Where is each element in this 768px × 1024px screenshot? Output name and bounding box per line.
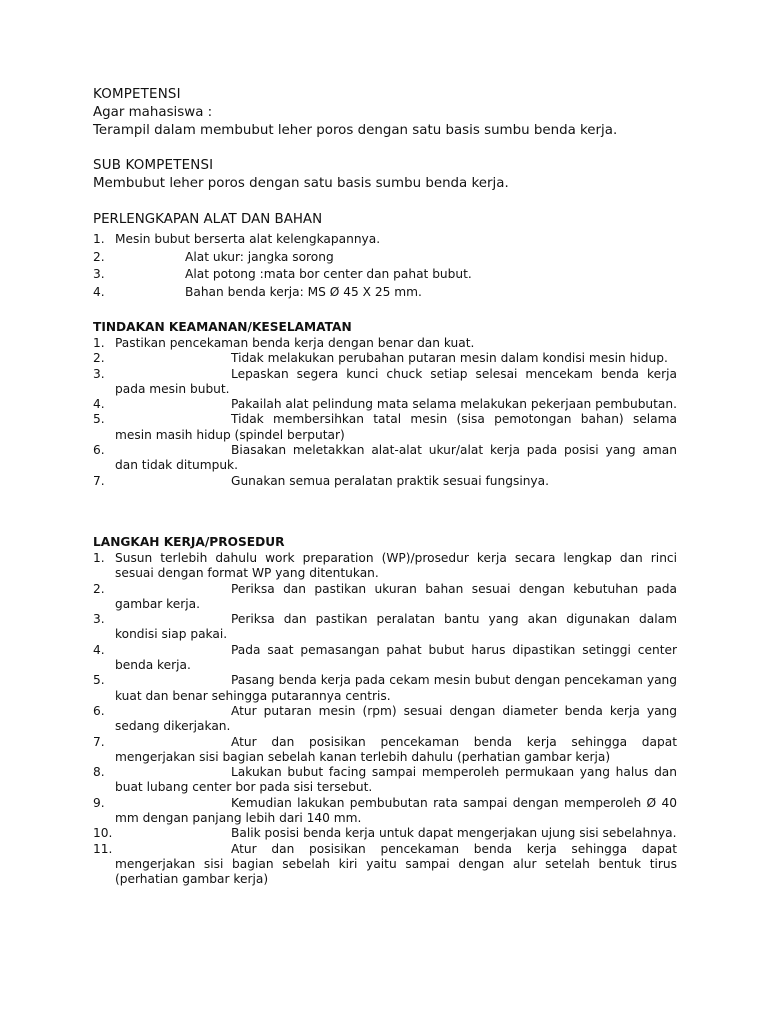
list-item: [93, 336, 677, 351]
item-number: 1.: [93, 232, 105, 246]
item-text: Pada saat pemasangan pahat bubut harus dipastikan setinggi center benda kerja.: [115, 642, 677, 673]
list-item: [93, 367, 677, 398]
item-number: 4.: [93, 284, 105, 299]
item-text: Pasang benda kerja pada cekam mesin bubut dengan pencekaman yang kuat dan benar sehingga putarannya centris.: [115, 673, 677, 703]
item-number: 1.: [93, 551, 105, 565]
list-item: [93, 765, 677, 796]
list-item: [93, 351, 677, 366]
list-item: [93, 704, 677, 735]
sub-kompetensi-section: [93, 157, 678, 193]
list-item: [93, 842, 677, 888]
item-text: Lakukan bubut facing sampai memperoleh permukaan yang halus dan buat lubang center bor pada sisi tersebut.: [115, 765, 677, 795]
kompetensi-section: [93, 86, 678, 140]
item-number: 3.: [93, 366, 105, 381]
item-text: Alat ukur: jangka sorong: [185, 249, 334, 264]
langkah-list: [93, 551, 677, 888]
item-number: 8.: [93, 765, 105, 780]
item-number: 6.: [93, 703, 105, 718]
perlengkapan-list: [93, 231, 677, 301]
item-number: 7.: [93, 734, 105, 749]
item-text: Balik posisi benda kerja untuk dapat mengerjakan ujung sisi sebelahnya.: [231, 826, 677, 841]
item-text: Atur putaran mesin (rpm) sesuai dengan diameter benda kerja yang sedang dikerjakan.: [115, 703, 677, 734]
item-number: 5.: [93, 673, 105, 688]
item-text: Mesin bubut berserta alat kelengkapannya.: [115, 232, 381, 246]
item-number: 3.: [93, 267, 105, 281]
list-item: [93, 612, 677, 643]
item-number: 1.: [93, 336, 105, 350]
list-item: [93, 284, 677, 302]
list-item: [93, 796, 677, 827]
list-item: [93, 266, 677, 284]
list-item: [93, 643, 677, 674]
list-item: [93, 231, 677, 249]
item-text: Periksa dan pastikan peralatan bantu yang akan digunakan dalam kondisi siap pakai.: [115, 612, 677, 642]
item-number: 9.: [93, 795, 105, 810]
kompetensi-heading: KOMPETENSI: [93, 87, 181, 102]
list-item: [93, 582, 677, 613]
item-text: Pakailah alat pelindung mata selama melakukan pekerjaan pembubutan.: [231, 397, 678, 412]
item-text: Alat potong :mata bor center dan pahat bubut.: [185, 267, 472, 281]
item-text: Susun terlebih dahulu work preparation (WP)/prosedur kerja secara lengkap dan rinci sesuai dengan format WP yang ditentukan.: [115, 551, 677, 581]
item-text: Bahan benda kerja: MS Ø 45 X 25 mm.: [185, 284, 422, 299]
item-number: 2.: [93, 581, 105, 596]
item-number: 6.: [93, 443, 105, 458]
item-text: Pastikan pencekaman benda kerja dengan benar dan kuat.: [115, 336, 475, 350]
item-text: Periksa dan pastikan ukuran bahan sesuai dengan kebutuhan pada gambar kerja.: [115, 581, 677, 611]
list-item: [93, 735, 677, 766]
sub-kompetensi-heading: SUB KOMPETENSI: [93, 158, 214, 173]
item-number: 3.: [93, 612, 105, 627]
perlengkapan-heading: PERLENGKAPAN ALAT DAN BAHAN: [93, 212, 323, 227]
item-text: Tidak melakukan perubahan putaran mesin dalam kondisi mesin hidup.: [231, 351, 668, 366]
keamanan-heading: TINDAKAN KEAMANAN/KESELAMATAN: [93, 320, 352, 334]
list-item: [93, 673, 677, 704]
item-text: Gunakan semua peralatan praktik sesuai fungsinya.: [231, 473, 549, 488]
item-number: 2.: [93, 249, 105, 264]
kompetensi-line-2: Terampil dalam membubut leher poros dengan satu basis sumbu benda kerja.: [93, 123, 618, 138]
item-text: Lepaskan segera kunci chuck setiap selesai mencekam benda kerja pada mesin bubut.: [115, 366, 677, 396]
list-item: [93, 443, 677, 474]
list-item: [93, 397, 677, 412]
list-item: [93, 551, 677, 582]
keamanan-list: [93, 336, 677, 489]
item-number: 7.: [93, 473, 105, 488]
item-number: 2.: [93, 351, 105, 366]
item-number: 5.: [93, 412, 105, 427]
item-text: Biasakan meletakkan alat-alat ukur/alat kerja pada posisi yang aman dan tidak ditumpuk.: [115, 443, 677, 473]
item-text: Atur dan posisikan pencekaman benda kerja sehingga dapat mengerjakan sisi bagian sebelah kanan terlebih dahulu (perhatian gambar kerja): [115, 734, 677, 764]
sub-kompetensi-line-1: Membubut leher poros dengan satu basis sumbu benda kerja.: [93, 176, 509, 191]
item-text: Tidak membersihkan tatal mesin (sisa pemotongan bahan) selama mesin masih hidup (spindel berputar): [115, 412, 677, 442]
item-number: 4.: [93, 397, 105, 412]
item-number: 11.: [93, 841, 113, 856]
item-text: Atur dan posisikan pencekaman benda kerja sehingga dapat mengerjakan sisi bagian sebelah kiri yaitu sampai dengan alur setelah bentuk tirus (perhatian gambar kerja): [115, 841, 677, 887]
list-item: [93, 474, 677, 489]
item-number: 4.: [93, 642, 105, 657]
list-item: [93, 826, 677, 841]
kompetensi-line-1: Agar mahasiswa :: [93, 105, 213, 120]
list-item: [93, 249, 677, 267]
langkah-heading: LANGKAH KERJA/PROSEDUR: [93, 535, 285, 549]
item-number: 10.: [93, 826, 113, 841]
item-text: Kemudian lakukan pembubutan rata sampai dengan memperoleh Ø 40 mm dengan panjang lebih dari 140 mm.: [115, 795, 677, 826]
list-item: [93, 412, 677, 443]
